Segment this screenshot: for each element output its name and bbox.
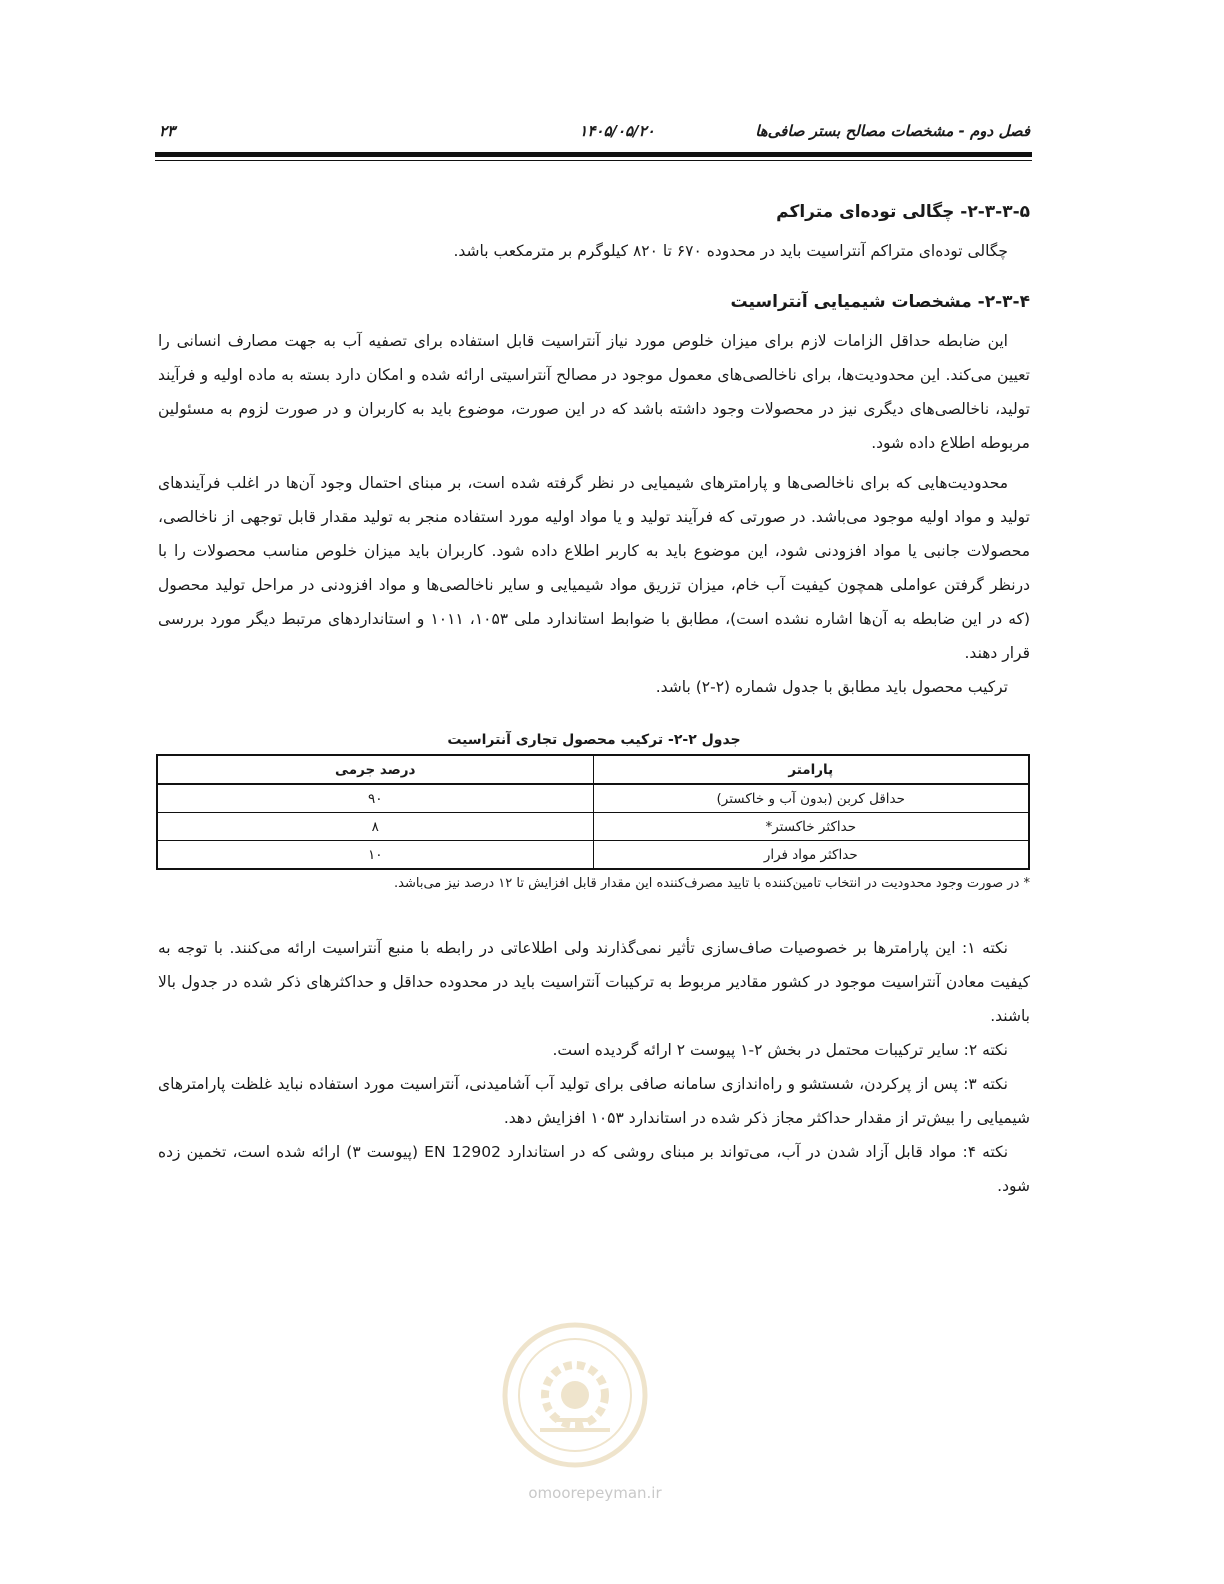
table-cell-value: ۱۰ bbox=[157, 841, 593, 870]
table-cell-parameter: حداقل کربن (بدون آب و خاکستر) bbox=[593, 784, 1029, 813]
section-heading-2-3-3-5: ۲-۳-۳-۵- چگالی توده‌ای متراکم bbox=[776, 202, 1030, 222]
table-caption: جدول ۲-۲- ترکیب محصول تجاری آنتراسیت bbox=[447, 732, 741, 748]
table-row bbox=[157, 841, 1029, 870]
note-2: نکته ۲: سایر ترکیبات محتمل در بخش ۲-۱ پیوست ۲ ارائه گردیده است. bbox=[552, 1041, 1008, 1059]
section-body-2-3-3-5: چگالی توده‌ای متراکم آنتراسیت باید در محدوده ۶۷۰ تا ۸۲۰ کیلوگرم بر مترمکعب باشد. bbox=[453, 242, 1008, 260]
section-heading-2-3-4: ۲-۳-۴- مشخصات شیمیایی آنتراسیت bbox=[730, 292, 1030, 312]
table-cell-value: ۸ bbox=[157, 813, 593, 841]
paragraph-table-ref: ترکیب محصول باید مطابق با جدول شماره (۲-۲) باشد. bbox=[655, 678, 1008, 696]
composition-table bbox=[156, 754, 1030, 870]
paragraph-limits: محدودیت‌هایی که برای ناخالصی‌ها و پارامترهای شیمیایی در نظر گرفته شده است، بر مبنای احتمال وجود آن‌ها در اغلب فرآیندهای تولید و مواد اولیه موجود می‌باشد. در صورتی که فرآیند تولید و یا مواد اولیه مورد استفاده منجر به تولید مقدار قابل توجهی از ناخالصی، محصولات جانبی یا مواد افزودنی شود، این موضوع باید به کاربر اطلاع داده شود. کاربران باید میزان خلوص مناسب محصولات را با درنظر گرفتن عواملی همچون کیفیت آب خام، میزان تزریق مواد شیمیایی و سایر ناخالصی‌ها و مواد افزودنی در مراحل تولید محصول (که در این ضابطه به آن‌ها اشاره نشده است)، مطابق با ضوابط استاندارد ملی ۱۰۵۳، ۱۰۱۱ و استانداردهای مرتبط دیگر مورد بررسی قرار دهند. bbox=[158, 474, 1030, 662]
column-header-parameter: پارامتر bbox=[593, 755, 1029, 784]
chapter-title: فصل دوم - مشخصات مصالح بستر صافی‌ها bbox=[755, 122, 1030, 140]
table-header-row bbox=[157, 755, 1029, 784]
header-date: ۱۴۰۵/۰۵/۲۰ bbox=[579, 122, 655, 140]
header-rule-thin bbox=[155, 160, 1032, 161]
table-cell-parameter: حداکثر مواد فرار bbox=[593, 841, 1029, 870]
table-row bbox=[157, 813, 1029, 841]
note-3: نکته ۳: پس از پرکردن، شستشو و راه‌اندازی سامانه صافی برای تولید آب آشامیدنی، آنتراسیت مورد استفاده نباید غلظت پارامترهای شیمیایی را بیش‌تر از مقدار حداکثر مجاز ذکر شده در استاندارد ۱۰۵۳ افزایش دهد. bbox=[158, 1075, 1030, 1127]
note-1: نکته ۱: این پارامترها بر خصوصیات صاف‌سازی تأثیر نمی‌گذارند ولی اطلاعاتی در رابطه با منبع آنتراسیت ارائه می‌کنند. با توجه به کیفیت معادن آنتراسیت موجود در کشور مقادیر مربوط به ترکیبات آنتراسیت باید در محدوده حداقل و حداکثرهای ذکر شده در جدول بالا باشند. bbox=[158, 939, 1030, 1025]
column-header-mass-percent: درصد جرمی bbox=[157, 755, 593, 784]
table-footnote: * در صورت وجود محدودیت در انتخاب تامین‌کننده با تایید مصرف‌کننده این مقدار قابل افزایش تا ۱۲ درصد نیز می‌باشد. bbox=[394, 876, 1030, 891]
page-header bbox=[157, 118, 1030, 148]
watermark-url: omoorepeyman.ir bbox=[528, 1484, 662, 1502]
paragraph-scope: این ضابطه حداقل الزامات لازم برای میزان خلوص مورد نیاز آنتراسیت قابل استفاده برای تصفیه آب به جهت مصارف انسانی را تعیین می‌کند. این محدودیت‌ها، برای ناخالصی‌های معمول موجود در مصالح آنتراسیتی ارائه شده و امکان دارد بسته به ماده اولیه و فرآیند تولید، ناخالصی‌های دیگری نیز در محصولات وجود داشته باشد که در این صورت، موضوع باید به کاربران و در صورت لزوم به مسئولین مربوطه اطلاع داده شود. bbox=[158, 332, 1030, 452]
seal-watermark-icon bbox=[500, 1320, 650, 1470]
header-rule-thick bbox=[155, 152, 1032, 157]
note-4: نکته ۴: مواد قابل آزاد شدن در آب، می‌تواند بر مبنای روشی که در استاندارد EN 12902 (پیوست ۳) ارائه شده است، تخمین زده شود. bbox=[158, 1143, 1030, 1195]
page-number: ۲۳ bbox=[159, 122, 176, 140]
table-row bbox=[157, 784, 1029, 813]
table-cell-value: ۹۰ bbox=[157, 784, 593, 813]
table-cell-parameter: حداکثر خاکستر* bbox=[593, 813, 1029, 841]
page-content bbox=[158, 196, 1030, 1203]
